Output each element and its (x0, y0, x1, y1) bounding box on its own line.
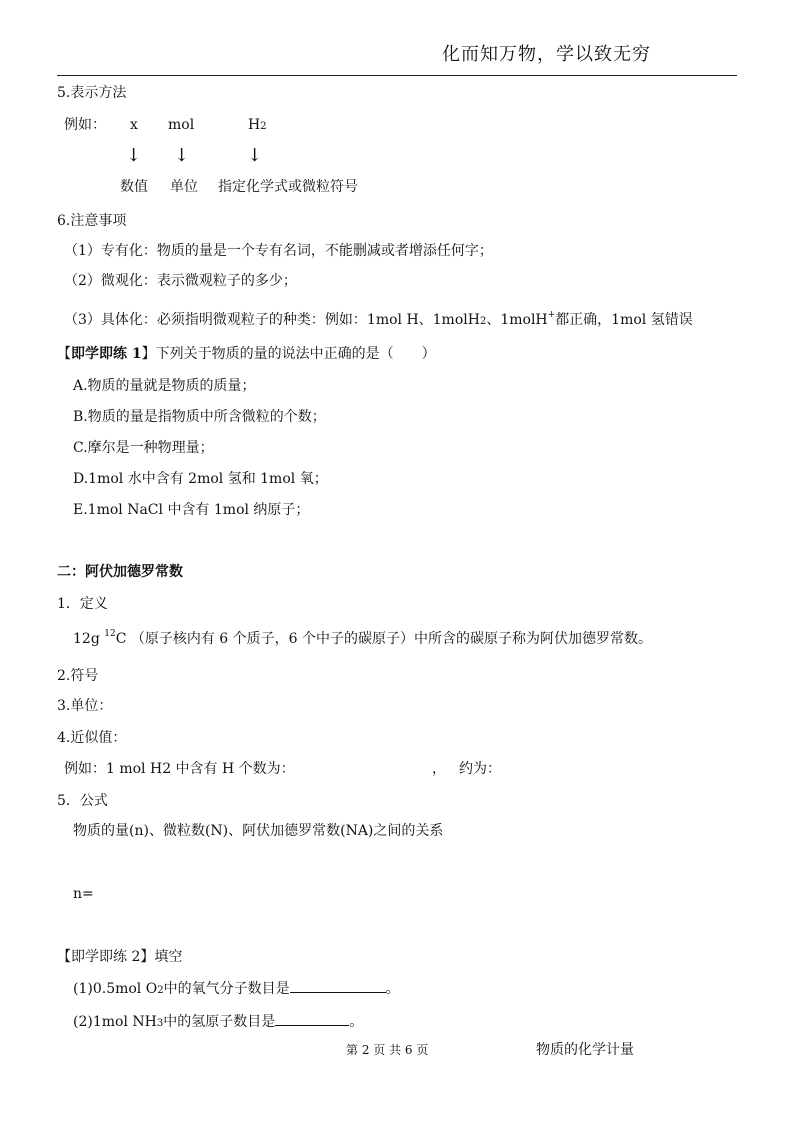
symbol-h2: H2 (248, 117, 267, 133)
exercise-2-title: 【即学即练 2】填空 (57, 949, 183, 965)
formula-heading: 5．公式 (57, 793, 108, 809)
header-rule (57, 75, 737, 76)
exercise-1-option-c: C.摩尔是一种物理量； (73, 440, 214, 456)
exercise-1-option-e: E.1mol NaCl 中含有 1mol 纳原子； (73, 502, 310, 518)
symbol-mol: mol (168, 117, 195, 133)
exercise-1-option-b: B.物质的量是指物质中所含微粒的个数； (73, 409, 326, 425)
footer-page-number: 第 2 页 共 6 页 (346, 1043, 429, 1057)
note-item-1: （1）专有化：物质的量是一个专有名词，不能删减或者增添任何字； (64, 243, 493, 259)
unit-heading: 3.单位： (57, 698, 113, 714)
formula-n: n= (73, 886, 94, 902)
note-item-3: （3）具体化：必须指明微观粒子的种类：例如：1mol H、1molH2、1molH+都正确，1mol 氢错误 (64, 310, 693, 328)
exercise-2-question-1: (1)0.5mol O2中的氧气分子数目是 。 (73, 978, 400, 1000)
section-5-title: 5.表示方法 (57, 85, 127, 101)
header-motto: 化而知万物，学以致无穷 (442, 44, 651, 65)
exercise-1-option-a: A.物质的量就是物质的质量； (73, 378, 256, 394)
footer-topic: 物质的化学计量 (536, 1042, 634, 1058)
exercise-1-option-d: D.1mol 水中含有 2mol 氢和 1mol 氧； (73, 471, 328, 487)
approx-heading: 4.近似值： (57, 730, 127, 746)
symbol-x: x (130, 117, 138, 133)
arrow-down-icon: ↓ (174, 145, 190, 166)
exercise-1-question: 【即学即练 1】下列关于物质的量的说法中正确的是（ ） (57, 346, 436, 362)
section-6-title: 6.注意事项 (57, 213, 127, 229)
exercise-2-question-2: (2)1mol NH3中的氢原子数目是 。 (73, 1011, 363, 1033)
arrow-down-icon: ↓ (126, 145, 142, 166)
answer-blank[interactable] (275, 1011, 349, 1026)
label-value: 数值 (120, 179, 148, 195)
label-formula: 指定化学式或微粒符号 (218, 179, 358, 195)
approx-about: 约为： (459, 761, 501, 777)
arrow-down-icon: ↓ (247, 145, 263, 166)
approx-comma: ， (432, 761, 446, 777)
answer-blank[interactable] (290, 978, 386, 993)
label-unit: 单位 (170, 179, 198, 195)
symbol-heading: 2.符号 (57, 668, 99, 684)
formula-description: 物质的量(n)、微粒数(N)、阿伏加德罗常数(NA)之间的关系 (73, 823, 444, 839)
definition-title: 1．定义 (57, 596, 108, 612)
example-prefix: 例如： (64, 117, 106, 133)
part-2-title: 二：阿伏加德罗常数 (57, 564, 183, 580)
note-item-2: （2）微观化：表示微观粒子的多少； (64, 273, 297, 289)
approx-example: 例如：1 mol H2 中含有 H 个数为： (64, 761, 295, 777)
definition-text: 12g $^{12}$C （原子核内有 6 个质子，6 个中子的碳原子）中所含的碳原子称为阿伏加德罗常数。 (73, 629, 653, 647)
